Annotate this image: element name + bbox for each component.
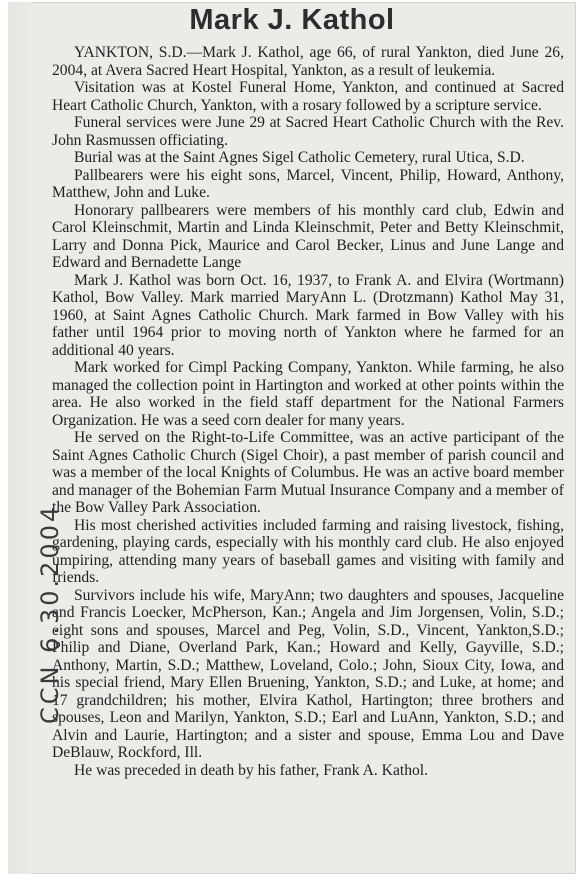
paragraph-career: Mark worked for Cimpl Packing Company, Yankton. While farming, he also managed the collection point in Hartington and worked at other points within the area. He also worked in the field staff department for the National Farmers Organization. He was a seed corn dealer for many years. <box>52 359 564 429</box>
paragraph-activities: His most cherished activities included farming and raising livestock, fishing, gardening, playing cards, especially with his monthly card club. He also enjoyed umpiring, attending many years of baseball games and visiting with family and friends. <box>52 516 564 586</box>
paragraph-biography: Mark J. Kathol was born Oct. 16, 1937, to Frank A. and Elvira (Wortmann) Kathol, Bow Valley. Mark married MaryAnn L. (Drotzmann) Kathol May 31, 1960, at Saint Agnes Catholic Church. Mark farmed in Bow Valley with his father until 1964 prior to moving north of Yankton where he farmed for an additional 40 years. <box>52 271 564 359</box>
obituary-headline: Mark J. Kathol <box>189 4 395 36</box>
newspaper-clipping <box>8 2 576 874</box>
paragraph-survivors: Survivors include his wife, MaryAnn; two daughters and spouses, Jacqueline and Francis Loecker, McPherson, Kan.; Angela and Jim Jorgensen, Volin, S.D.; eight sons and spouses, Marcel and Peg, Volin, S.D., Vincent, Yankton,S.D.; Philip and Diane, Overland Park, Kan.; Howard and Kelly, Gayville, S.D.; Anthony, Martin, S.D.; Matthew, Loveland, Colo.; John, Sioux City, Iowa, and his special friend, Mary Ellen Bruening, Yankton, S.D.; and Luke, at home; and 17 grandchildren; his mother, Elvira Kathol, Hartington; three brothers and spouses, Leon and Marilyn, Yankton, S.D.; Earl and LuAnn, Yankton, S.D.; and Alvin and Laurie, Hartington; and a sister and spouse, Emma Lou and Dave DeBlauw, Rockford, Ill. <box>52 586 564 761</box>
paragraph-honorary-pallbearers: Honorary pallbearers were members of his monthly card club, Edwin and Carol Kleinschmit, Martin and Linda Kleinschmit, Peter and Betty Kleinschmit, Larry and Donna Pick, Maurice and Carol Becker, Linus and June Lange and Edward and Bernadette Lange <box>52 201 564 271</box>
paragraph-visitation: Visitation was at Kostel Funeral Home, Yankton, and continued at Sacred Heart Catholic Church, Yankton, with a rosary followed by a scripture service. <box>52 79 564 114</box>
paragraph-community: He served on the Right-to-Life Committee, was an active participant of the Saint Agnes Catholic Church (Sigel Choir), a past member of parish council and was a member of the local Knights of Columbus. He was an active board member and manager of the Bohemian Farm Mutual Insurance Company and a member of the Bow Valley Park Association. <box>52 429 564 516</box>
handwritten-date-note: CCN 6.30.2004 <box>36 503 64 724</box>
obituary-body <box>52 44 564 779</box>
paragraph-pallbearers: Pallbearers were his eight sons, Marcel, Vincent, Philip, Howard, Anthony, Matthew, John and Luke. <box>52 166 564 201</box>
paragraph-preceded-in-death: He was preceded in death by his father, Frank A. Kathol. <box>74 761 429 779</box>
paragraph-burial: Burial was at the Saint Agnes Sigel Catholic Cemetery, rural Utica, S.D. <box>74 149 525 166</box>
paragraph-death-notice: YANKTON, S.D.—Mark J. Kathol, age 66, of rural Yankton, died June 26, 2004, at Avera Sacred Heart Hospital, Yankton, as a result of leukemia. <box>52 44 564 79</box>
paragraph-funeral-services: Funeral services were June 29 at Sacred Heart Catholic Church with the Rev. John Rasmussen officiating. <box>52 114 564 149</box>
